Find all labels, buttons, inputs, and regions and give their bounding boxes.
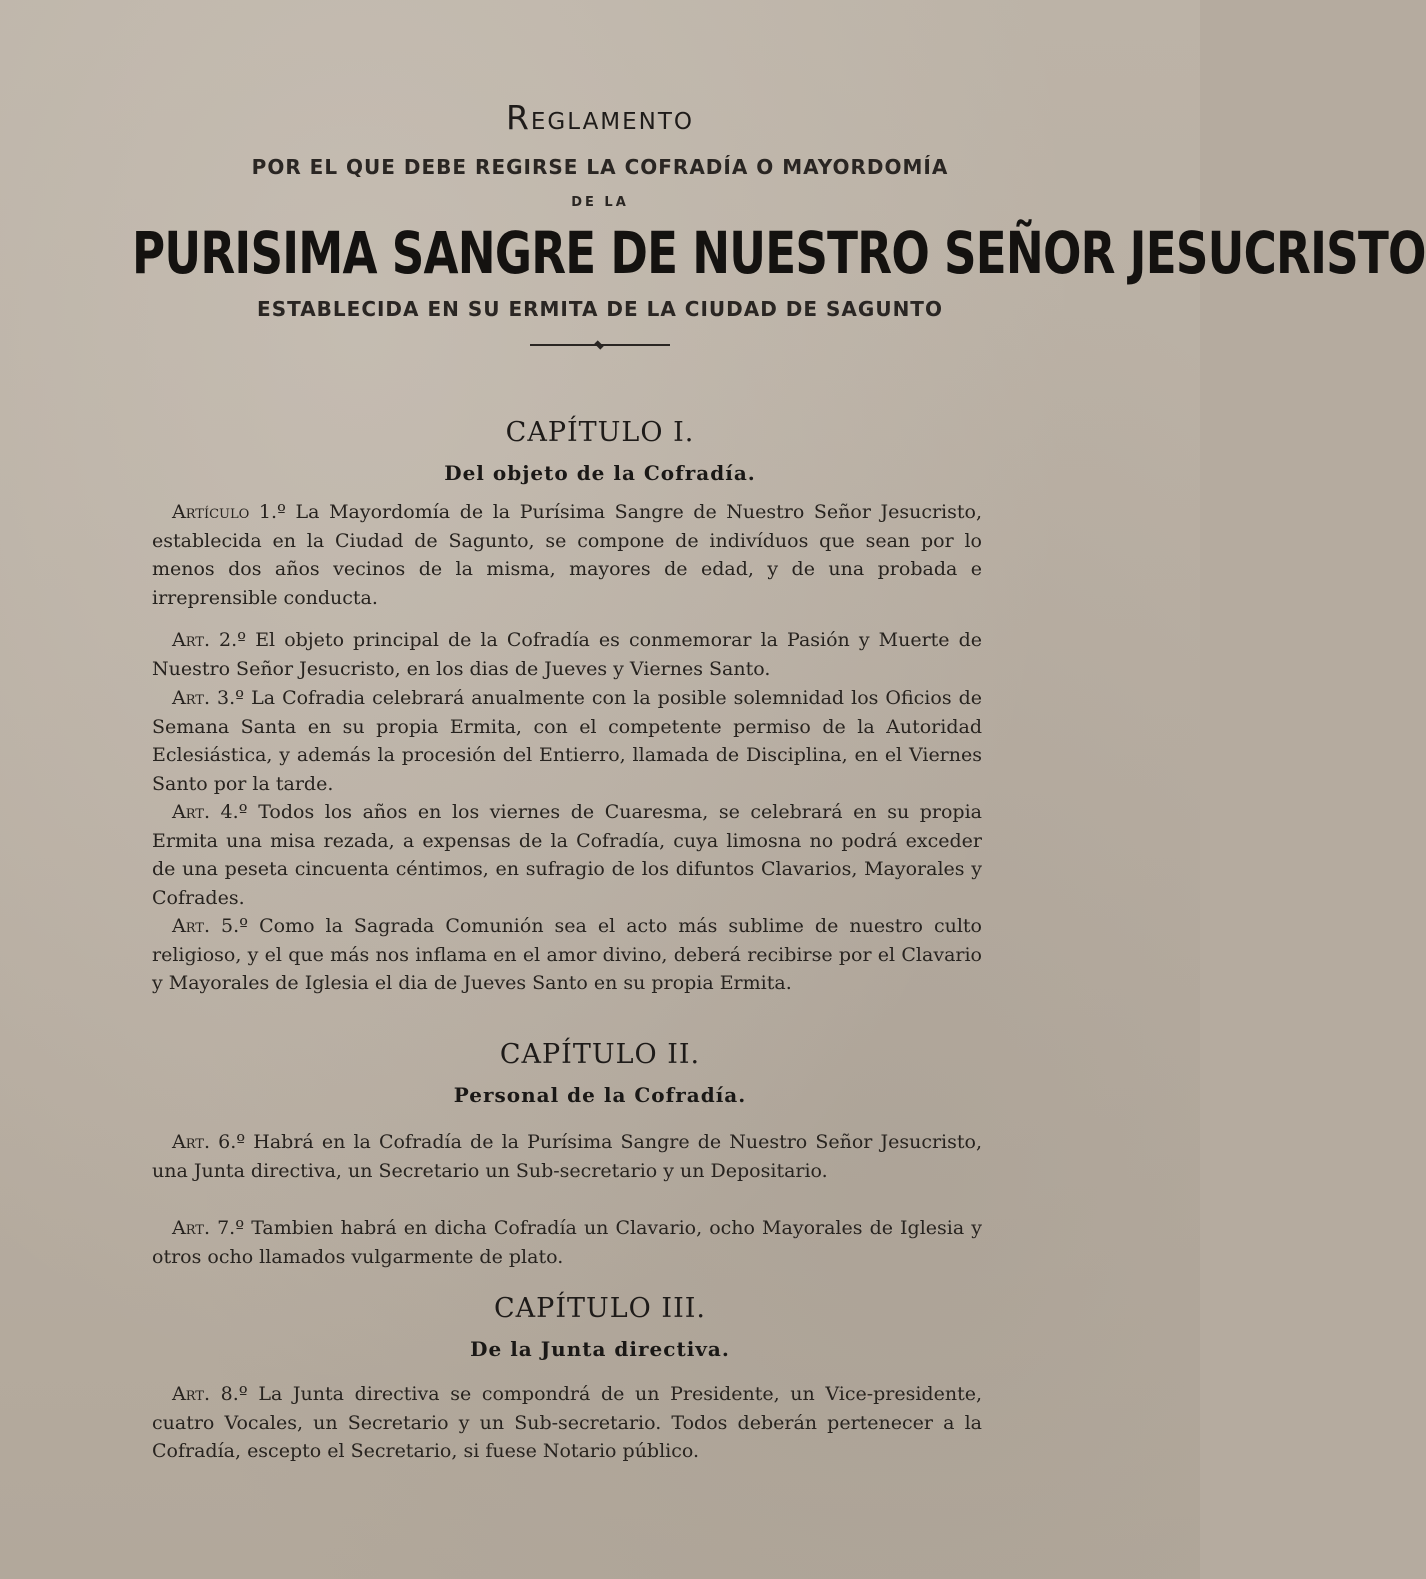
chapter-title: CAPÍTULO III. <box>494 1293 706 1324</box>
connector-de-la: DE LA <box>571 195 629 210</box>
article-7 <box>152 1214 982 1271</box>
article-text: La Junta directiva se compondrá de un Presidente, un Vice-presidente, cuatro Vocales, un Secretario y un Sub-secretario. Todos deberán pertenecer a la Cofradía, escepto el Secretario, si fuese Notario público. <box>152 1383 982 1462</box>
article-label: Art. 6.º <box>172 1131 246 1153</box>
document-header <box>0 96 1426 350</box>
article-text: La Mayordomía de la Purísima Sangre de Nuestro Señor Jesucristo, establecida en la Ciudad de Sagunto, se compone de indivíduos que sean por lo menos dos años vecinos de la misma, mayores de edad, y de una probada e irreprensible conducta. <box>152 501 982 609</box>
article-6 <box>152 1128 982 1185</box>
article-text: Habrá en la Cofradía de la Purísima Sangre de Nuestro Señor Jesucristo, una Junta directiva, un Secretario un Sub-secretario y un Depositario. <box>152 1131 982 1182</box>
chapter-3-heading <box>0 1292 1200 1362</box>
chapter-subtitle: Personal de la Cofradía. <box>453 1083 747 1107</box>
main-title: PURISIMA SANGRE DE NUESTRO SEÑOR JESUCRISTO <box>132 219 1426 287</box>
article-label: Art. 7.º <box>172 1217 245 1239</box>
article-text: La Cofradia celebrará anualmente con la posible solemnidad los Oficios de Semana Santa en su propia Ermita, con el competente permiso de la Autoridad Eclesiástica, y además la procesión del Entierro, llamada de Disciplina, en el Viernes Santo por la tarde. <box>152 687 982 795</box>
article-label: Art. 8.º <box>172 1383 248 1405</box>
article-text: Como la Sagrada Comunión sea el acto más sublime de nuestro culto religioso, y el que más nos inflama en el amor divino, deberá recibirse por el Clavario y Mayorales de Iglesia el dia de Jueves Santo en su propia Ermita. <box>152 915 982 994</box>
chapter-subtitle: De la Junta directiva. <box>470 1337 730 1361</box>
article-1 <box>152 498 982 612</box>
divider-ornament <box>530 340 670 350</box>
article-2 <box>152 626 982 683</box>
chapter-2-heading <box>0 1038 1200 1108</box>
document-subtitle: POR EL QUE DEBE REGIRSE LA COFRADÍA O MAYORDOMÍA <box>251 155 949 179</box>
article-5 <box>152 912 982 998</box>
chapter-title: CAPÍTULO II. <box>499 1039 701 1070</box>
article-label: Art. 3.º <box>172 687 245 709</box>
article-3 <box>152 684 982 798</box>
article-label: Artículo 1.º <box>172 501 286 523</box>
article-label: Art. 4.º <box>172 801 248 823</box>
chapter-subtitle: Del objeto de la Cofradía. <box>444 461 756 485</box>
article-text: Todos los años en los viernes de Cuaresma, se celebrará en su propia Ermita una misa rezada, a expensas de la Cofradía, cuya limosna no podrá exceder de una peseta cincuenta céntimos, en sufragio de los difuntos Clavarios, Mayorales y Cofrades. <box>152 801 982 909</box>
article-8 <box>152 1380 982 1466</box>
article-label: Art. 2.º <box>172 629 247 651</box>
article-4 <box>152 798 982 912</box>
chapter-title: CAPÍTULO I. <box>505 417 695 448</box>
document-title: Reglamento <box>505 98 695 137</box>
article-label: Art. 5.º <box>172 915 249 937</box>
chapter-1-heading <box>0 416 1200 486</box>
established-line: ESTABLECIDA EN SU ERMITA DE LA CIUDAD DE SAGUNTO <box>257 297 943 321</box>
article-text: El objeto principal de la Cofradía es conmemorar la Pasión y Muerte de Nuestro Señor Jesucristo, en los dias de Jueves y Viernes Santo. <box>152 629 982 680</box>
article-text: Tambien habrá en dicha Cofradía un Clavario, ocho Mayorales de Iglesia y otros ocho llamados vulgarmente de plato. <box>152 1217 983 1268</box>
